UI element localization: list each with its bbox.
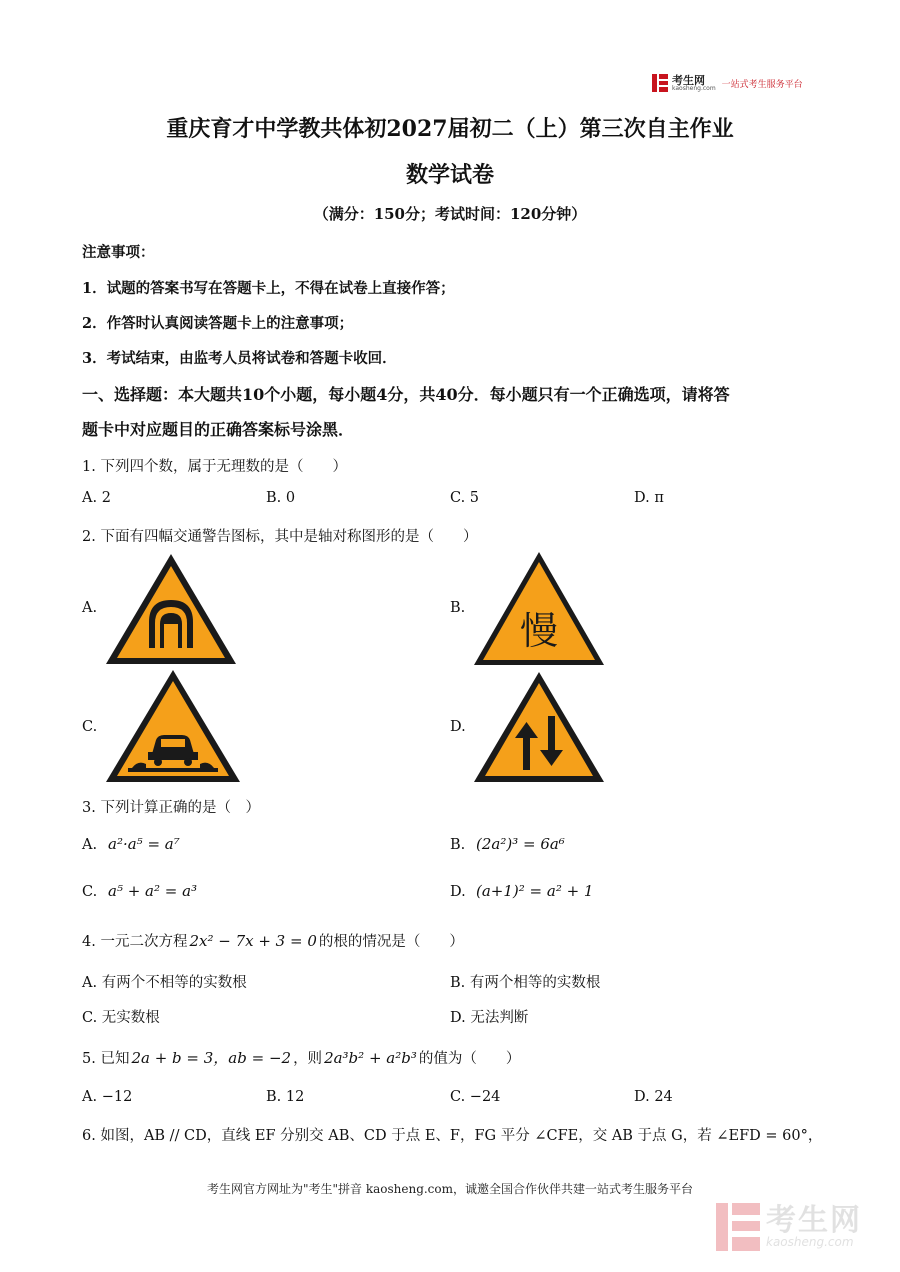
q4-stem-post: 的根的情况是（ ） [318, 934, 464, 950]
q3-expr-a: a²·a⁵ = a⁷ [108, 835, 180, 853]
watermark-logo [716, 1203, 862, 1251]
q2-label-d: D. [450, 719, 466, 735]
score-time: （满分：150分；考试时间：120分钟） [313, 205, 587, 223]
q3-label-d: D. [450, 884, 466, 900]
section-heading-cont: 题卡中对应题目的正确答案标号涂黑． [82, 420, 355, 439]
car-warning-sign-icon [104, 668, 242, 784]
q2-label-b: B. [450, 600, 466, 616]
tunnel-warning-sign-icon [104, 552, 238, 666]
q4-option-c: C. 无实数根 [82, 1010, 160, 1026]
q3-label-c: C. [82, 884, 98, 900]
q5-option-d: D. 24 [634, 1089, 673, 1105]
notes-heading: 注意事项： [82, 244, 155, 261]
q3-expr-c: a⁵ + a² = a³ [108, 882, 198, 900]
q3-expr-b: (2a²)³ = 6a⁶ [476, 835, 565, 853]
section-heading: 一、选择题：本大题共10个小题，每小题4分，共40分．每小题只有一个正确选项，请将答 [82, 385, 730, 404]
q5-option-b: B. 12 [266, 1089, 305, 1105]
question-4-stem [82, 930, 464, 951]
q1-option-c: C. 5 [450, 490, 480, 506]
watermark-icon [716, 1203, 760, 1251]
q1-option-a: A. 2 [82, 490, 111, 506]
q1-option-b: B. 0 [266, 490, 296, 506]
q5-stem-mid: ，则 [293, 1051, 323, 1067]
slow-warning-sign-icon [472, 550, 606, 668]
question-3-stem: 3. 下列计算正确的是（ ） [82, 800, 260, 816]
q5-option-c: C. −24 [450, 1089, 501, 1105]
brand-logo [652, 72, 803, 94]
q5-option-a: A. −12 [82, 1089, 133, 1105]
note-item: 1．试题的答案书写在答题卡上，不得在试卷上直接作答； [82, 280, 455, 297]
slow-sign-char: 慢 [519, 609, 559, 653]
q4-equation: 2x² − 7x + 3 = 0 [189, 932, 317, 950]
q5-stem-post: 的值为（ ） [418, 1051, 521, 1067]
exam-subtitle: 数学试卷 [405, 162, 494, 188]
question-5-stem [82, 1047, 520, 1068]
page-footer: 考生网官方网址为"考生"拼音 kaosheng.com，诚邀全国合作伙伴共建一站式考生服务平台 [206, 1182, 694, 1196]
q3-label-a: A. [82, 837, 98, 853]
question-6-stem: 6. 如图，AB // CD，直线 EF 分别交 AB、CD 于点 E、F，FG 平分 ∠CFE，交 AB 于点 G，若 ∠EFD = 60°， [82, 1128, 823, 1144]
note-item: 2．作答时认真阅读答题卡上的注意事项； [82, 315, 354, 332]
q4-option-b: B. 有两个相等的实数根 [450, 975, 601, 991]
note-item: 3．考试结束，由监考人员将试卷和答题卡收回． [82, 350, 397, 367]
q2-label-c: C. [82, 719, 98, 735]
brand-slogan: 一站式考生服务平台 [721, 79, 803, 90]
brand-domain: kaosheng.com [672, 84, 716, 92]
q3-expr-d: (a+1)² = a² + 1 [476, 882, 594, 900]
q5-expression: 2a³b² + a²b³ [324, 1049, 417, 1067]
q1-option-d: D. π [634, 490, 664, 506]
q5-given: 2a + b = 3，ab = −2 [131, 1049, 292, 1067]
q4-stem-pre: 4. 一元二次方程 [82, 934, 188, 950]
two-way-traffic-sign-icon [472, 670, 606, 784]
brand-logo-icon [652, 74, 668, 92]
q5-stem-pre: 5. 已知 [82, 1051, 130, 1067]
q4-option-a: A. 有两个不相等的实数根 [82, 975, 247, 991]
brand-name: 考生网 [672, 73, 705, 87]
exam-title: 重庆育才中学教共体初2027届初二（上）第三次自主作业 [166, 116, 734, 142]
q2-label-a: A. [82, 600, 98, 616]
q3-label-b: B. [450, 837, 466, 853]
question-2-stem: 2. 下面有四幅交通警告图标，其中是轴对称图形的是（ ） [82, 529, 478, 545]
watermark-en: kaosheng.com [766, 1235, 854, 1249]
q4-option-d: D. 无法判断 [450, 1010, 529, 1026]
watermark-cn: 考生网 [766, 1203, 862, 1238]
question-1-stem: 1. 下列四个数，属于无理数的是（ ） [82, 459, 347, 475]
